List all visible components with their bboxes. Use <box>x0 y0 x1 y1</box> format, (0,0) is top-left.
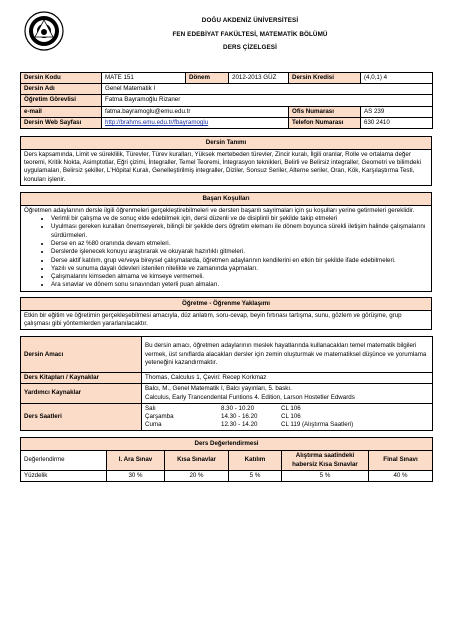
description-title: Dersin Tanımı <box>21 137 432 150</box>
header-titles <box>90 14 410 55</box>
list-item: • Derse aktif katılım, grup ve/veya bireysel çalışmalarda, öğretmen adaylarının kendilerini en etkin bir şekilde ifade edebilmeleri. <box>51 257 428 265</box>
course-name-value: Genel Matematik I <box>102 84 433 95</box>
credit-label: Dersin Kredisi <box>289 73 361 84</box>
document-title: DERS ÇİZELGESİ <box>223 44 277 51</box>
course-code-label: Dersin Kodu <box>21 73 102 84</box>
list-item: • Yazılı ve sunuma dayalı ödevleri istenilen nitelikte ve zamanında yapmaları. <box>51 265 428 273</box>
list-item: • Derslerde işlenecek konuyu araştırarak ve okuyarak hazırlıklı gitmeleri. <box>51 248 428 256</box>
term-label: Dönem <box>186 73 229 84</box>
course-code-value: MATE 151 <box>102 73 186 84</box>
table-row <box>21 106 433 117</box>
course-details-table <box>20 336 433 431</box>
email-label: e-mail <box>21 106 102 117</box>
approach-text: Etkin bir eğitim ve öğretimin gerçekleşebilmesi amacıyla, düz anlatım, soru-cevap, beyin fırtınası tartışma, sunu, gözlem ve görüşme, grup çalışması gibi yöntemlerden yararlanılacaktır. <box>21 310 432 329</box>
aux-sources-label: Yardımcı Kaynaklar <box>21 384 142 403</box>
schedule-room: CL 119 (Alıştırma Saatleri) <box>281 421 354 429</box>
schedule-room: CL 106 <box>281 404 301 412</box>
hours-value <box>142 403 433 431</box>
schedule-day: Çarşamba <box>145 412 174 420</box>
purpose-text: Bu dersin amacı, öğretmen adaylarının meslek hayatlarında kullanacakları temel matematik bilgileri vermek, üst sınıflarda alacakları dersler için zemin oluşturmak ve matematiksel düşünce ve yorumlama yeteneğini kazandırmaktır. <box>142 337 433 373</box>
table-row <box>21 384 433 403</box>
schedule-row <box>145 421 429 429</box>
eval-header: Kısa Sınavlar <box>165 451 229 470</box>
eval-value: 5 % <box>282 470 369 481</box>
success-body <box>21 205 432 291</box>
hours-label: Ders Saatleri <box>21 403 142 431</box>
email-value: fatma.bayramoglu@emu.edu.tr <box>102 106 289 117</box>
list-item: • Verimli bir çalışma ve de sonuç elde edebilmek için, dersi düzenli ve de disiplinli bir şekilde takip etmeleri <box>51 215 428 223</box>
document-header <box>0 0 452 70</box>
success-list <box>24 215 428 290</box>
success-title: Başarı Koşulları <box>21 192 432 205</box>
table-row <box>21 84 433 95</box>
eval-header: Katılım <box>229 451 282 470</box>
books-value: Thomas, Calculus 1, Çeviri: Recep Korkmaz <box>142 373 433 384</box>
approach-table <box>20 297 432 330</box>
eval-header: Alıştırma saatindeki habersiz Kısa Sınavlar <box>282 451 369 470</box>
purpose-label: Dersin Amacı <box>21 337 142 373</box>
description-table <box>20 136 432 186</box>
table-row <box>21 373 433 384</box>
schedule-day: Cuma <box>145 421 162 429</box>
schedule-row <box>145 413 429 421</box>
faculty-name: FEN EDEBİYAT FAKÜLTESİ, MATEMATİK BÖLÜMÜ <box>172 30 328 38</box>
instructor-value: Fatma Bayramoğlu Rizaner <box>102 95 433 106</box>
eval-value: 30 % <box>107 470 165 481</box>
aux-source-line: Calculus, Early Trancendental Funtions 4. Edition, Larson Hostetler Edwards <box>145 393 355 401</box>
schedule-time: 14.30 - 16.20 <box>221 412 258 420</box>
table-row <box>21 337 433 373</box>
schedule-row <box>145 405 429 413</box>
list-item: • Derse en az %80 oranında devam etmeleri. <box>51 240 428 248</box>
evaluation-table <box>20 437 433 482</box>
university-seal-icon <box>24 11 64 51</box>
aux-source-line: Balcı, M., Genel Matematik I, Balcı yayınları, 5. baskı. <box>145 385 292 393</box>
success-intro: Öğretmen adaylarının dersle ilgili öğrenmeleri gerçekleştirebilmeleri ve dersten başarılı sayılmaları için şu koşulları yerine getirmeleri gereklidir. <box>24 206 415 214</box>
schedule-room: CL 106 <box>281 412 301 420</box>
table-row <box>21 117 433 128</box>
success-table <box>20 192 432 292</box>
list-item: • Ara sınavlar ve dönem sonu sınavından yeterli puan almaları. <box>51 281 428 289</box>
table-row <box>21 451 433 470</box>
phone-label: Telefon Numarası <box>289 117 361 128</box>
schedule-day: Salı <box>145 404 156 412</box>
schedule-time: 12.30 - 14.20 <box>221 421 258 429</box>
aux-sources-value <box>142 384 433 403</box>
eval-header: I. Ara Sınav <box>107 451 165 470</box>
web-link-text[interactable]: http://brahms.emu.edu.tr/fbayramoglu <box>105 118 209 126</box>
evaluation-title: Ders Değerlendirmesi <box>21 438 433 451</box>
office-label: Ofis Numarası <box>289 106 361 117</box>
description-text: Ders kapsamında, Limit ve süreklilik, Türevler, Türev kuralları, Yüksek mertebeden türevler, Zincir kuralı, İlgili oranlar, Rolle ve ortalama değer teoremi, Kritik Nokta, Asimptotlar, Eğri çizimi, İntegraller, Temel Teoremi, İntegrasyon teknikleri, Belirli ve Belirsiz integraller, Geometri ve bilimdeki uygulamaları, Belirsiz şekiller, L'Hôpital Kuralı, Genelleştirilmiş integraller, Diziler, Sonsuz Seriler, Alterne seriler, Oran, Kök, Karşılaştırma Testi, konuları işlenir. <box>21 150 432 186</box>
credit-value: (4,0,1) 4 <box>361 73 433 84</box>
approach-title: Öğretme - Öğrenme Yaklaşımı <box>21 297 432 310</box>
phone-value: 630 2410 <box>361 117 433 128</box>
university-name: DOĞU AKDENİZ ÜNİVERSİTESİ <box>201 17 299 24</box>
schedule-time: 8.30 - 10.20 <box>221 404 255 412</box>
course-info-table <box>20 72 433 129</box>
percentage-label: Yüzdelik <box>21 470 107 481</box>
instructor-label: Öğretim Görevlisi <box>21 95 102 106</box>
web-label: Dersin Web Sayfası <box>21 117 102 128</box>
eval-value: 20 % <box>165 470 229 481</box>
table-row <box>21 73 433 84</box>
list-item: • Çalışmalarını kimseden almama ve kimseye vermemeli. <box>51 273 428 281</box>
eval-value: 40 % <box>369 470 433 481</box>
office-value: AS 239 <box>361 106 433 117</box>
table-row <box>21 403 433 431</box>
web-link[interactable] <box>102 117 289 128</box>
course-name-label: Dersin Adı <box>21 84 102 95</box>
eval-header: Final Sınavı <box>369 451 433 470</box>
course-sheet <box>20 72 432 482</box>
books-label: Ders Kitapları / Kaynaklar <box>21 373 142 384</box>
table-row <box>21 95 433 106</box>
table-row <box>21 470 433 481</box>
evaluation-label: Değerlendirme <box>21 451 107 470</box>
list-item: • Uyulması gereken kuralları önemseyerek, bilinçli bir şekilde ders öğretim elemanı ile dönem boyunca sürekli iletişim halinde çalışmalarını sürdürmeleri. <box>51 223 428 240</box>
term-value: 2012-2013 GÜZ <box>229 73 289 84</box>
eval-value: 5 % <box>229 470 282 481</box>
